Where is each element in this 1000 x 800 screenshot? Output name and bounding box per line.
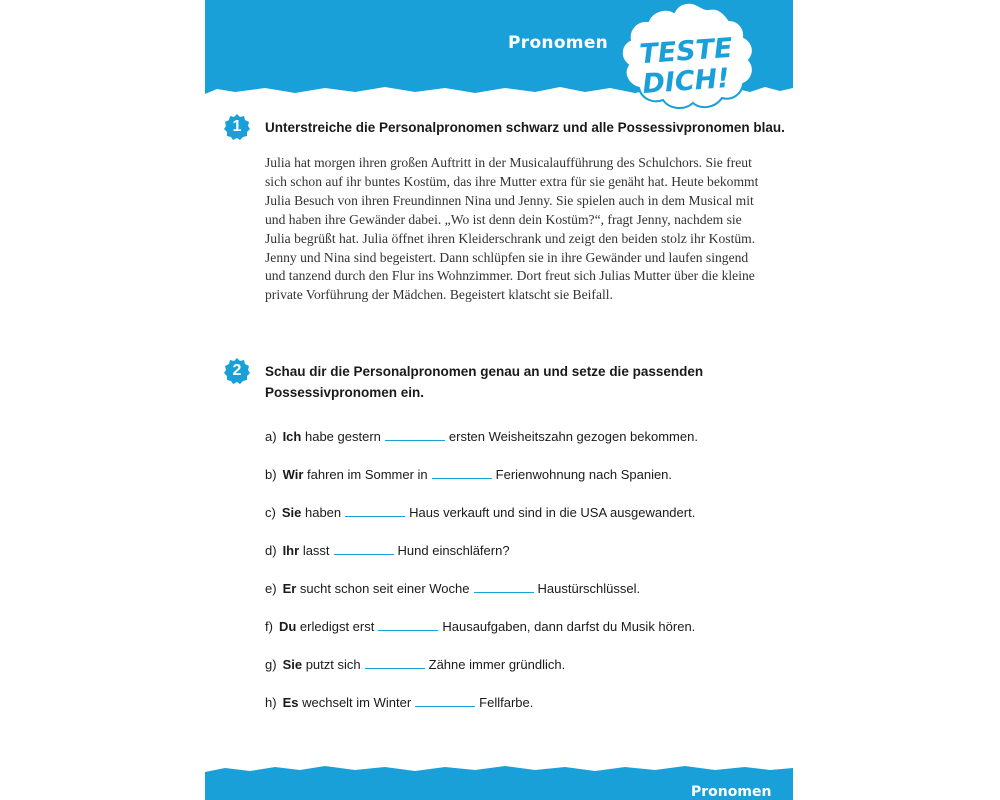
- footer-title: Pronomen: [691, 784, 772, 800]
- task-number: 2: [232, 362, 242, 379]
- task2-instruction-line-2: Possessivpronomen ein.: [265, 385, 425, 400]
- answer-blank[interactable]: [432, 466, 492, 479]
- exercise-item: [265, 504, 695, 520]
- item-text-before: fahren im Sommer in: [307, 467, 428, 482]
- item-letter: f): [265, 619, 273, 634]
- answer-blank[interactable]: [385, 428, 445, 441]
- exercise-item: [265, 580, 640, 596]
- item-pronoun: Wir: [282, 467, 304, 482]
- item-text-before: haben: [304, 505, 342, 520]
- exercise-item: [265, 656, 565, 672]
- item-text-after: Zähne immer gründlich.: [428, 657, 566, 672]
- item-pronoun: Sie: [282, 657, 303, 672]
- item-letter: e): [265, 581, 277, 596]
- task2-instruction: [265, 361, 703, 403]
- task2-instruction-line-1: Schau dir die Personalpronomen genau an und setze die passenden: [265, 364, 704, 379]
- answer-blank[interactable]: [474, 580, 534, 593]
- item-pronoun: Sie: [281, 505, 302, 520]
- task1-instruction: Unterstreiche die Personalpronomen schwarz und alle Possessivpronomen blau.: [265, 120, 785, 135]
- item-pronoun: Ich: [282, 429, 302, 444]
- answer-blank[interactable]: [334, 542, 394, 555]
- item-text-after: Ferienwohnung nach Spanien.: [495, 467, 673, 482]
- answer-blank[interactable]: [365, 656, 425, 669]
- story-text: Julia hat morgen ihren großen Auftritt in der Musicalaufführung des Schulchors. Sie freut sich schon auf ihr buntes Kostüm, das ihre Mutter extra für sie genäht hat. Heute bekommt Julia Besuch von ihren Freundinnen Nina und Jenny. Sie spielen auch in dem Musical mit und haben ihre Gewänder dabei. „Wo ist denn dein Kostüm?“, fragt Jenny, nachdem sie Julia begrüßt hat. Julia öffnet ihren Kleiderschrank und zeigt den beiden stolz ihr Kostüm. Jenny und Nina sind begeistert. Dann schlüpfen sie in ihre Gewänder und laufen singend und tanzend durch den Flur ins Wohnzimmer. Dort freut sich Julias Mutter über die kleine private Vorführung der Mädchen. Begeistert klatscht sie Beifall.: [265, 155, 759, 303]
- task-number-badge: [223, 357, 251, 385]
- item-text-before: sucht schon seit einer Woche: [299, 581, 470, 596]
- answer-blank[interactable]: [345, 504, 405, 517]
- item-text-before: wechselt im Winter: [302, 695, 412, 710]
- item-letter: a): [265, 429, 277, 444]
- badge-line-1: TESTE: [638, 32, 734, 71]
- worksheet-page: [205, 0, 793, 800]
- item-letter: c): [265, 505, 276, 520]
- item-text-after: Hausaufgaben, dann darfst du Musik hören.: [442, 619, 696, 634]
- item-letter: b): [265, 467, 277, 482]
- task-number-badge: [223, 113, 251, 141]
- item-text-after: ersten Weisheitszahn gezogen bekommen.: [448, 429, 698, 444]
- item-text-before: habe gestern: [304, 429, 381, 444]
- exercise-item: [265, 428, 698, 444]
- exercise-item: [265, 466, 672, 482]
- item-letter: g): [265, 657, 277, 672]
- item-pronoun: Ihr: [282, 543, 300, 558]
- answer-blank[interactable]: [415, 694, 475, 707]
- item-text-before: erledigst erst: [299, 619, 375, 634]
- item-text-after: Haus verkauft und sind in die USA ausgewandert.: [409, 505, 696, 520]
- item-pronoun: Es: [282, 695, 299, 710]
- badge-line-2: DICH!: [641, 62, 731, 101]
- item-text-after: Hund einschläfern?: [397, 543, 510, 558]
- answer-blank[interactable]: [378, 618, 438, 631]
- header-title: Pronomen: [508, 33, 609, 53]
- item-text-after: Fellfarbe.: [479, 695, 534, 710]
- exercise-item: [265, 618, 695, 634]
- item-pronoun: Er: [282, 581, 297, 596]
- item-letter: h): [265, 695, 277, 710]
- item-text-after: Haustürschlüssel.: [537, 581, 641, 596]
- item-text-before: lasst: [302, 543, 330, 558]
- item-text-before: putzt sich: [305, 657, 361, 672]
- task-number: 1: [232, 118, 242, 135]
- teste-dich-badge: [611, 0, 761, 112]
- item-letter: d): [265, 543, 277, 558]
- item-pronoun: Du: [278, 619, 297, 634]
- exercise-item: [265, 542, 510, 558]
- exercise-item: [265, 694, 533, 710]
